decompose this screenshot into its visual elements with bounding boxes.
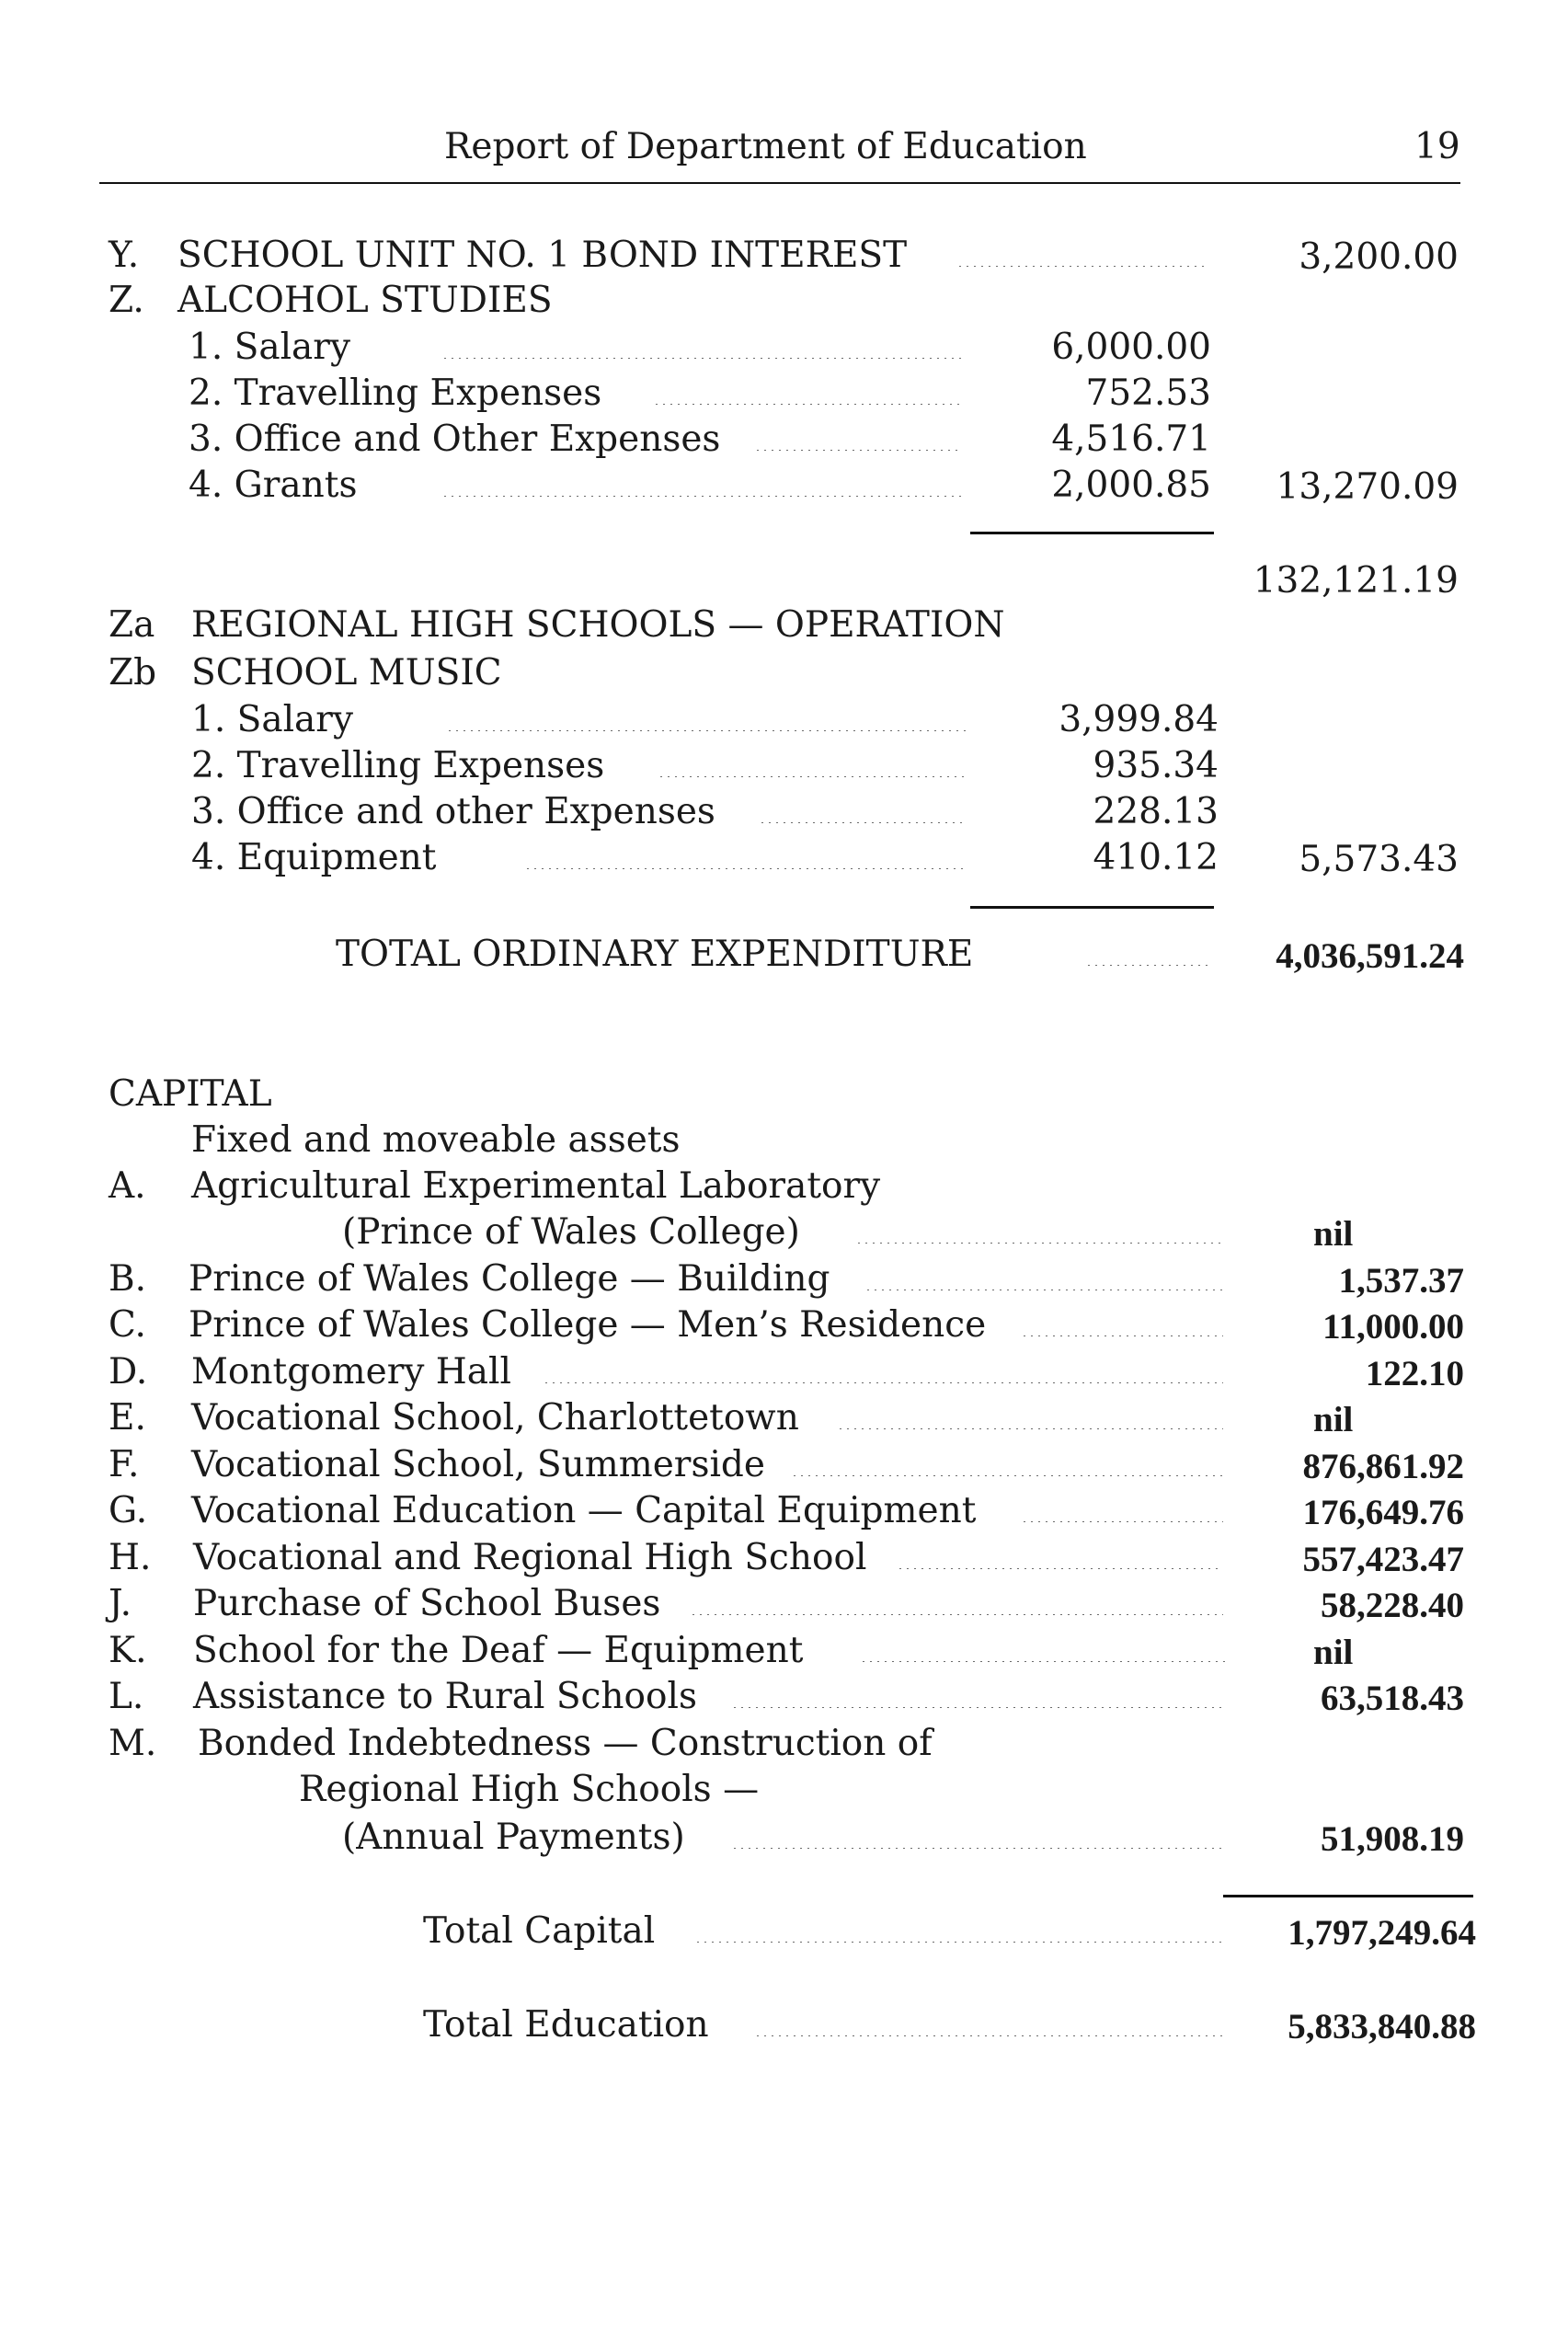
section-y-key: Y.: [109, 235, 140, 276]
section-zb-item-leader: [524, 867, 966, 869]
capital-item-key: K.: [109, 1630, 147, 1671]
section-y-leader: [956, 265, 1205, 267]
section-zb-sum-rule: [970, 906, 1214, 909]
section-z-item-label: 2. Travelling Expenses: [189, 373, 602, 414]
capital-item-amount: 122.10: [1365, 1354, 1464, 1393]
capital-item-key: F.: [109, 1444, 140, 1485]
capital-item-label: Prince of Wales College — Men’s Residence: [189, 1304, 987, 1346]
capital-item-amount: nil: [1313, 1633, 1354, 1672]
total-ordinary-amount: 4,036,591.24: [1276, 936, 1464, 976]
section-zb-item-leader: [658, 775, 966, 777]
page-header-title: Report of Department of Education: [444, 126, 1087, 167]
capital-item-leader: [1021, 1520, 1223, 1522]
section-z-item-leader: [653, 403, 961, 405]
section-zb-total: 5,573.43: [1299, 839, 1459, 880]
total-education-amount: 5,833,840.88: [1288, 2007, 1476, 2046]
capital-heading: CAPITAL: [109, 1073, 272, 1115]
section-zb-item-amount: 410.12: [1093, 837, 1219, 878]
capital-item-label: Vocational and Regional High School: [193, 1537, 867, 1578]
capital-item-amount: 176,649.76: [1302, 1493, 1464, 1532]
section-zb-key: Zb: [109, 652, 157, 694]
capital-item-amount: nil: [1313, 1400, 1354, 1439]
capital-item-label: Vocational School, Charlottetown: [191, 1397, 799, 1439]
section-z-item-label: 1. Salary: [189, 327, 350, 368]
capital-item-leader: [731, 1706, 1223, 1708]
section-z-total: 13,270.09: [1276, 466, 1459, 508]
capital-item-key: B.: [109, 1258, 147, 1300]
capital-item-amount: 63,518.43: [1321, 1679, 1464, 1718]
section-z-label: ALCOHOL STUDIES: [177, 280, 553, 321]
capital-item-key: L.: [109, 1676, 144, 1717]
total-ordinary-leader: [1085, 964, 1209, 966]
capital-item-key: H.: [109, 1537, 152, 1578]
capital-item-label: School for the Deaf — Equipment: [193, 1630, 804, 1671]
capital-item-amount: 876,861.92: [1302, 1447, 1464, 1486]
section-z-item-leader: [754, 449, 961, 451]
section-zb-item-amount: 228.13: [1093, 791, 1219, 832]
capital-item-label-cont: (Prince of Wales College): [342, 1211, 800, 1253]
capital-item-label-cont: (Annual Payments): [342, 1817, 685, 1858]
capital-item-amount: 51,908.19: [1321, 1819, 1464, 1859]
capital-item-amount: nil: [1313, 1214, 1354, 1254]
capital-item-leader: [690, 1613, 1223, 1615]
capital-item-label: Bonded Indebtedness — Construction of: [198, 1723, 933, 1764]
capital-item-label: Prince of Wales College — Building: [189, 1258, 830, 1300]
section-z-key: Z.: [109, 280, 144, 321]
capital-item-leader: [791, 1474, 1223, 1476]
capital-item-key: C.: [109, 1304, 146, 1346]
capital-item-amount: 11,000.00: [1322, 1307, 1464, 1347]
page-number: 19: [1414, 126, 1460, 167]
capital-item-leader: [897, 1567, 1223, 1569]
section-zb-item-label: 1. Salary: [191, 699, 353, 740]
section-zb-item-amount: 3,999.84: [1059, 699, 1219, 740]
section-za-key: Za: [109, 604, 155, 646]
capital-sum-rule: [1223, 1895, 1473, 1897]
total-education-label: Total Education: [423, 2004, 709, 2046]
capital-item-label: Purchase of School Buses: [193, 1583, 661, 1624]
capital-item-label: Agricultural Experimental Laboratory: [191, 1165, 881, 1207]
capital-item-label: Montgomery Hall: [191, 1351, 511, 1393]
capital-item-amount: 1,537.37: [1338, 1261, 1464, 1301]
section-zb-item-label: 4. Equipment: [191, 837, 437, 878]
section-z-item-amount: 4,516.71: [1051, 418, 1211, 460]
capital-item-amount: 58,228.40: [1321, 1586, 1464, 1625]
section-y-label: SCHOOL UNIT NO. 1 BOND INTEREST: [177, 235, 908, 276]
total-education-leader: [754, 2035, 1223, 2036]
capital-item-leader: [864, 1289, 1223, 1290]
section-z-item-amount: 6,000.00: [1051, 327, 1211, 368]
capital-item-key: D.: [109, 1351, 148, 1393]
capital-item-key: A.: [109, 1165, 146, 1207]
capital-item-leader: [543, 1381, 1223, 1383]
capital-item-label: Vocational Education — Capital Equipment: [191, 1490, 977, 1531]
total-capital-label: Total Capital: [423, 1910, 656, 1952]
capital-item-leader: [1021, 1335, 1223, 1336]
section-zb-item-amount: 935.34: [1093, 745, 1219, 786]
capital-item-leader: [837, 1427, 1223, 1429]
section-z-item-leader: [441, 357, 961, 359]
section-z-item-label: 4. Grants: [189, 464, 358, 506]
capital-item-key: E.: [109, 1397, 146, 1439]
section-z-sum-rule: [970, 532, 1214, 534]
header-rule: [99, 182, 1460, 184]
capital-item-leader: [855, 1242, 1223, 1244]
section-y-total: 3,200.00: [1299, 236, 1459, 278]
capital-item-amount: 557,423.47: [1302, 1540, 1464, 1579]
section-zb-item-label: 2. Travelling Expenses: [191, 745, 605, 786]
subtotal: 132,121.19: [1253, 560, 1459, 602]
capital-item-key: J.: [109, 1583, 132, 1624]
total-capital-amount: 1,797,249.64: [1288, 1913, 1476, 1953]
total-ordinary-label: TOTAL ORDINARY EXPENDITURE: [336, 934, 974, 975]
capital-item-leader: [731, 1847, 1223, 1849]
capital-item-key: G.: [109, 1490, 148, 1531]
section-zb-item-label: 3. Office and other Expenses: [191, 791, 715, 832]
capital-item-label-cont: Regional High Schools —: [299, 1769, 760, 1810]
section-z-item-label: 3. Office and Other Expenses: [189, 418, 721, 460]
section-z-item-amount: 752.53: [1085, 373, 1211, 414]
capital-item-leader: [860, 1660, 1228, 1662]
section-z-item-amount: 2,000.85: [1051, 464, 1211, 506]
capital-subheading: Fixed and moveable assets: [191, 1119, 681, 1161]
section-z-item-leader: [441, 495, 961, 497]
capital-item-key: M.: [109, 1723, 157, 1764]
section-zb-item-leader: [759, 821, 966, 823]
capital-item-label: Assistance to Rural Schools: [193, 1676, 697, 1717]
section-za-label: REGIONAL HIGH SCHOOLS — OPERATION: [191, 604, 1005, 646]
section-zb-item-leader: [446, 729, 966, 731]
capital-item-label: Vocational School, Summerside: [191, 1444, 765, 1485]
total-capital-leader: [694, 1941, 1223, 1943]
section-zb-label: SCHOOL MUSIC: [191, 652, 502, 694]
